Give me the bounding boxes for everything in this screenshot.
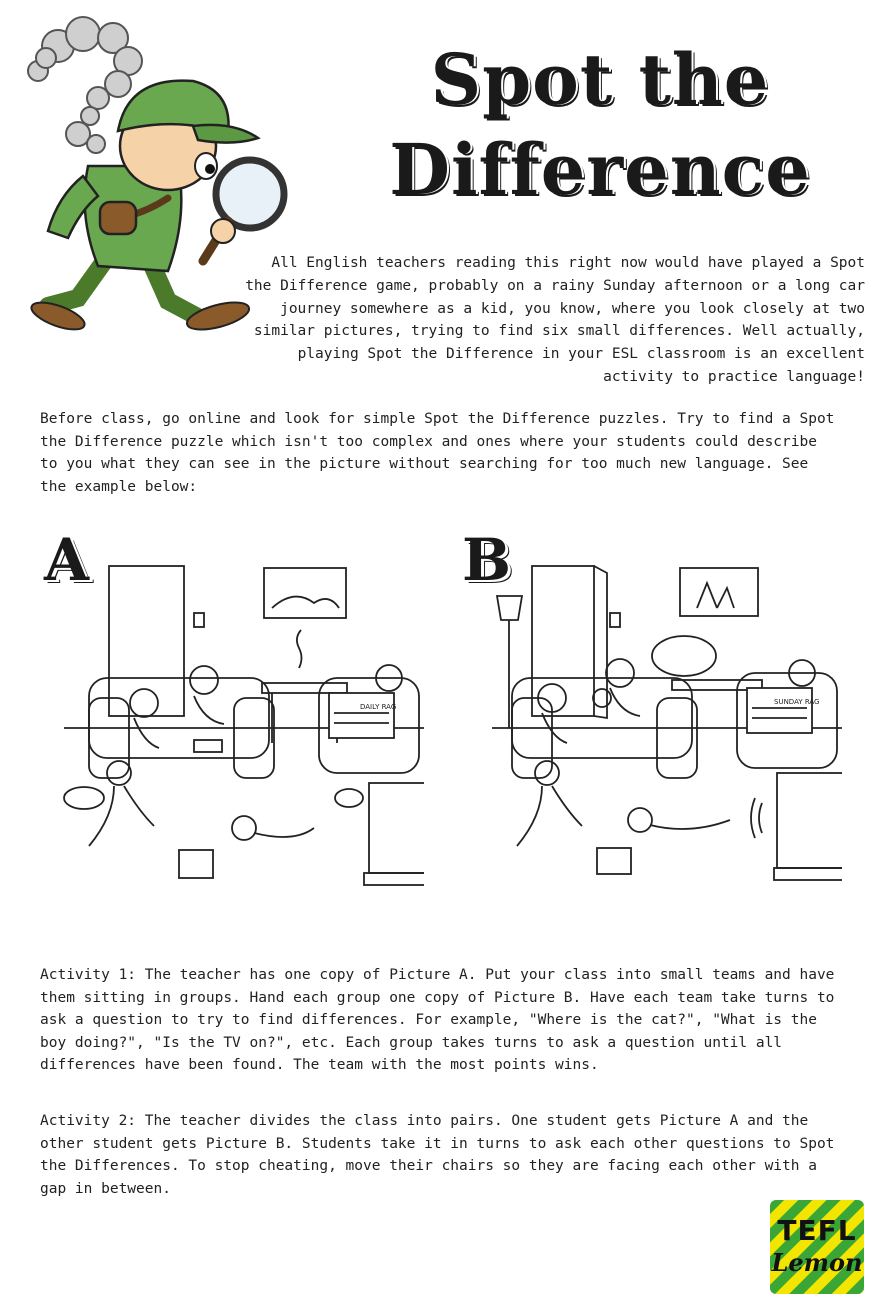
logo-line-2: Lemon	[771, 1248, 863, 1277]
sofa-icon	[89, 678, 269, 758]
picture-b	[462, 528, 842, 908]
newspaper-title-b: SUNDAY RAG	[774, 698, 820, 706]
door-icon	[532, 566, 594, 716]
notebook-icon	[179, 850, 213, 878]
picture-a-letter: A	[44, 526, 90, 594]
picture-frame-icon	[680, 568, 758, 616]
activity-2-paragraph: Activity 2: The teacher divides the class into pairs. One student gets Picture A and the other student gets Picture B. Students take it in turns to ask each other questions to Spot the Differences. To stop cheating, move their chairs so they are facing each other with a gap in between.	[40, 1113, 835, 1197]
notebook-icon	[597, 848, 631, 874]
lamp-icon	[497, 596, 522, 620]
newspaper-title-a: DAILY RAG	[360, 703, 397, 711]
dog-on-table-icon	[652, 636, 716, 676]
living-room-scene-b-illustration	[462, 528, 842, 908]
logo-line-1: TEFL	[777, 1214, 857, 1247]
intro-paragraph: All English teachers reading this right now would have played a Spot the Difference game, probably on a rainy Sunday afternoon or a long car journey somewhere as a kid, you know, where you look closely at two similar pictures, trying to find six small differences. Well actually, playing Spot the Difference in your ESL classroom is an excellent activity to practice language!	[245, 255, 865, 385]
newspaper-icon	[747, 688, 812, 733]
page-title-line-1: Spot the	[430, 38, 770, 121]
picture-frame-icon	[264, 568, 346, 618]
door-icon	[109, 566, 184, 716]
picture-b-letter: B	[462, 526, 512, 594]
page-title-line-2: Difference	[389, 128, 811, 211]
table-icon	[262, 683, 347, 693]
television-icon	[777, 773, 842, 868]
picture-a	[44, 528, 424, 908]
television-icon	[369, 783, 424, 873]
activity-1-paragraph: Activity 1: The teacher has one copy of Picture A. Put your class into small teams and have them sitting in groups. Hand each group one copy of Picture B. Have each team take turns to ask a question to try to find differences. For example, "Where is the cat?", "What is the boy doing?", "Is the TV on?", etc. Each group takes turns to ask a question until all differences have been found. The team with the most points wins.	[40, 967, 835, 1074]
cat-icon	[335, 789, 363, 807]
tefl-lemon-logo	[770, 1200, 864, 1294]
before-class-paragraph: Before class, go online and look for simple Spot the Difference puzzles. Try to find a Spot the Difference puzzle which isn't too complex and ones where your students could describe to you what they can see in the picture without searching for too much new language. See the example below:	[40, 411, 835, 495]
living-room-scene-a-illustration	[44, 528, 424, 908]
dog-icon	[64, 787, 104, 809]
newspaper-icon	[329, 693, 397, 738]
